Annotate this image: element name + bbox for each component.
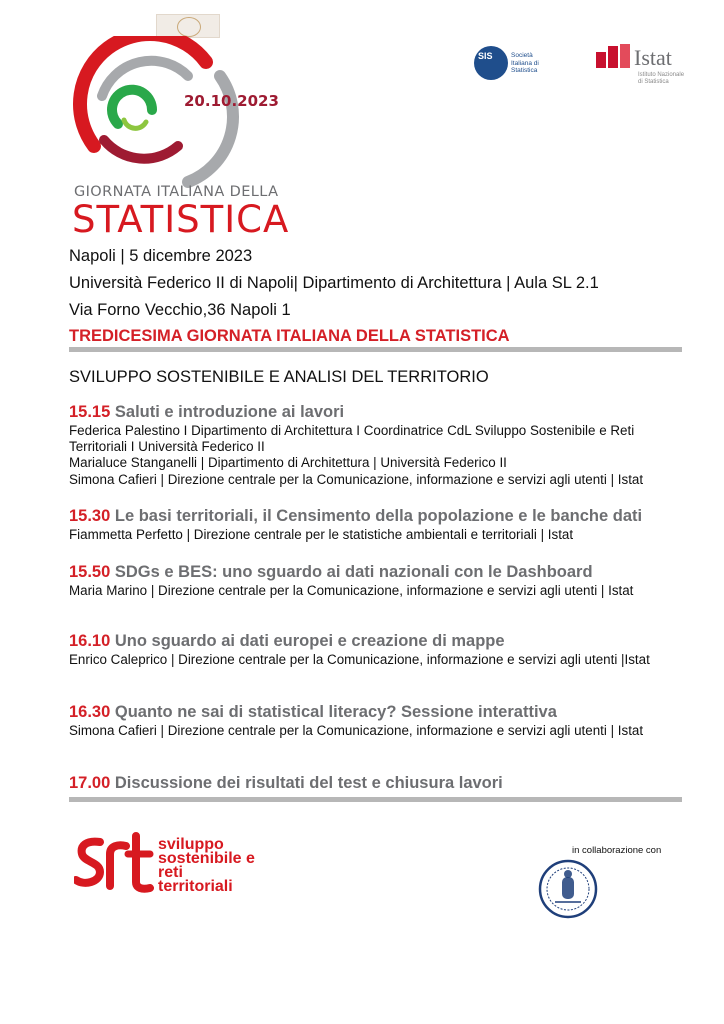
program-title: SDGs e BES: uno sguardo ai dati nazionali con le Dashboard: [114, 563, 593, 581]
srt-logo: [74, 832, 274, 896]
program-item: [69, 703, 669, 739]
srt-wordmark: sviluppo sostenibile e reti territoriali: [158, 836, 255, 895]
program-time: 15.30: [69, 507, 111, 525]
istat-wordmark: Istat: [634, 45, 672, 70]
program-speaker: Fiammetta Perfetto | Direzione centrale per le statistiche ambientali e territoriali | Istat: [69, 527, 574, 542]
program-speaker: Marialuce Stanganelli | Dipartimento di Architettura | Università Federico II: [69, 455, 507, 471]
divider-top: [69, 347, 682, 352]
program-time: 15.15: [69, 403, 111, 421]
istat-subtitle: Istituto Nazionale di Statistica: [638, 72, 685, 85]
program-item: [69, 632, 669, 668]
collaboration-label: in collaborazione con: [572, 845, 662, 856]
event-place-date: Napoli | 5 dicembre 2023: [69, 247, 253, 265]
program-title: Quanto ne sai di statistical literacy? Sessione interattiva: [114, 703, 557, 721]
istat-mark-icon: [596, 44, 632, 70]
program-speaker: Simona Cafieri | Direzione centrale per la Comunicazione, informazione e servizi agli utenti | Istat: [69, 723, 644, 738]
program-item: [69, 403, 669, 488]
event-address: Via Forno Vecchio,36 Napoli 1: [69, 301, 291, 319]
srt-mark-icon: [74, 832, 154, 894]
program-time: 16.10: [69, 632, 111, 650]
session-title: SVILUPPO SOSTENIBILE E ANALISI DEL TERRITORIO: [69, 368, 489, 386]
program-title: Uno sguardo ai dati europei e creazione di mappe: [114, 632, 505, 650]
program-speaker: Enrico Caleprico | Direzione centrale per la Comunicazione, informazione e servizi agli utenti |Istat: [69, 652, 650, 667]
program-item: [69, 507, 669, 543]
event-subtitle: GIORNATA ITALIANA DELLA: [74, 184, 279, 200]
program-time: 17.00: [69, 774, 111, 792]
istat-logo: [596, 44, 686, 92]
program-item: [69, 563, 669, 599]
program-time: 16.30: [69, 703, 111, 721]
program-title: Le basi territoriali, il Censimento della popolazione e le banche dati: [114, 507, 643, 525]
event-headline: TREDICESIMA GIORNATA ITALIANA DELLA STATISTICA: [69, 327, 510, 345]
sis-name: Società Italiana di Statistica: [511, 52, 539, 74]
program-title: Discussione dei risultati del test e chiusura lavori: [114, 774, 503, 792]
event-main-title: STATISTICA: [72, 198, 290, 241]
event-date: 20.10.2023: [184, 92, 279, 110]
program-item: [69, 774, 669, 793]
sis-badge-icon: SIS: [474, 46, 508, 80]
university-seal-logo: [533, 858, 603, 920]
top-seal-logo: [156, 14, 220, 38]
program-speaker: Federica Palestino I Dipartimento di Architettura I Coordinatrice CdL Sviluppo Sostenibile e Reti Territoriali I Università Federico II: [69, 423, 635, 455]
program-title: Saluti e introduzione ai lavori: [114, 403, 345, 421]
program-time: 15.50: [69, 563, 111, 581]
program-speaker: Simona Cafieri | Direzione centrale per la Comunicazione, informazione e servizi agli utenti | Istat: [69, 471, 644, 487]
sis-logo: [474, 46, 554, 88]
program-speaker: Maria Marino | Direzione centrale per la Comunicazione, informazione e servizi agli utenti | Istat: [69, 583, 634, 598]
event-venue: Università Federico II di Napoli| Dipartimento di Architettura | Aula SL 2.1: [69, 274, 599, 292]
divider-bottom: [69, 797, 682, 802]
